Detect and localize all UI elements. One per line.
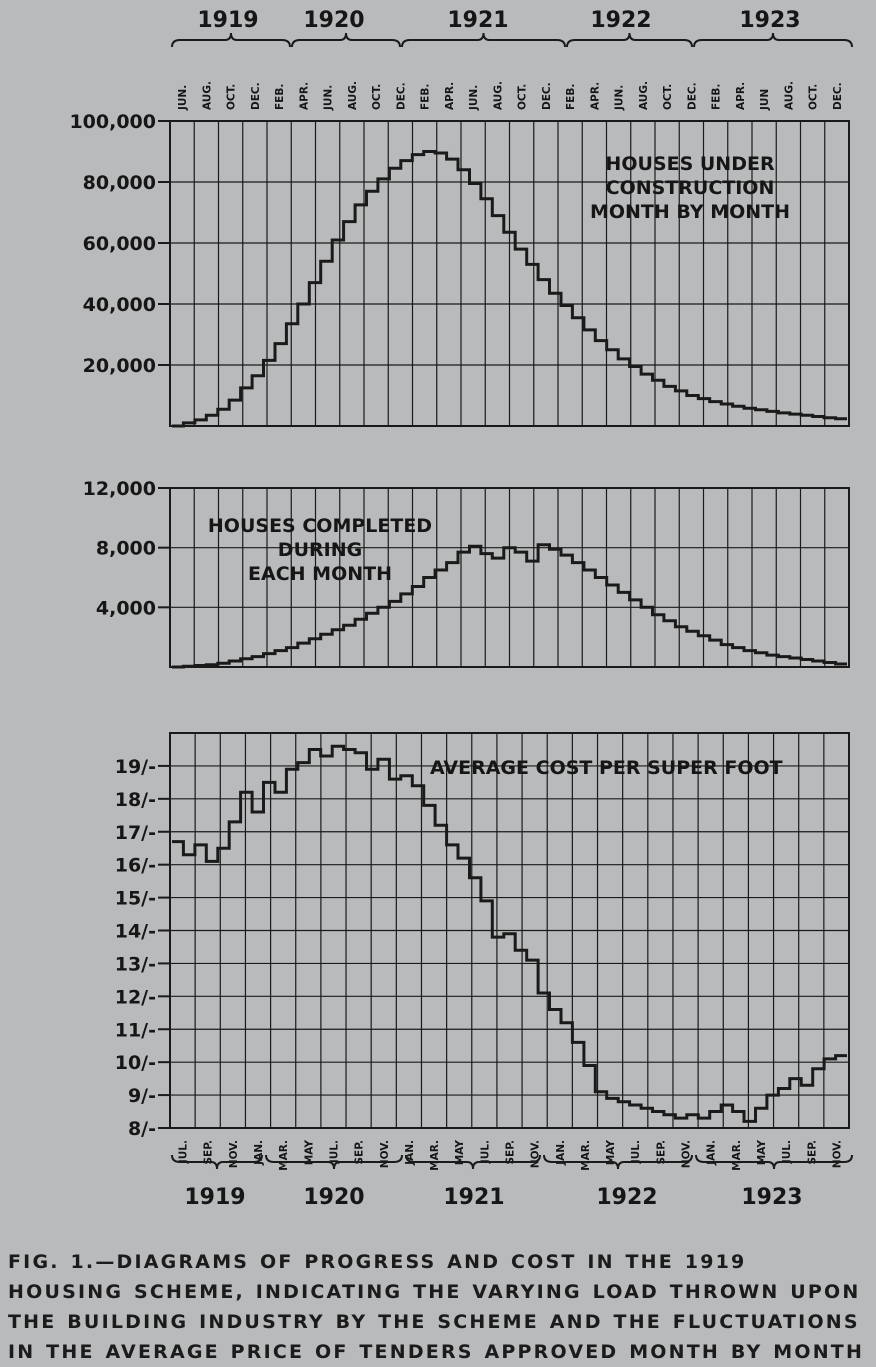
month-tick-label: SEP. bbox=[353, 1140, 366, 1165]
month-tick-label: AUG. bbox=[783, 81, 796, 110]
y-tick-label: 8,000 bbox=[95, 537, 156, 560]
year-brace bbox=[402, 33, 565, 47]
year-brace bbox=[696, 1155, 852, 1169]
year-label: 1919 bbox=[184, 1185, 246, 1210]
month-tick-label: MAR. bbox=[730, 1140, 743, 1171]
y-tick-label: 13/- bbox=[114, 953, 156, 976]
month-tick-label: DEC. bbox=[249, 82, 262, 110]
month-tick-label: APR. bbox=[298, 81, 311, 110]
y-tick-label: 16/- bbox=[114, 854, 156, 877]
y-tick-label: 8/- bbox=[127, 1118, 156, 1140]
month-tick-label: OCT. bbox=[371, 83, 384, 110]
chart-title: HOUSES UNDER bbox=[605, 153, 775, 175]
month-tick-label: MAY bbox=[605, 1140, 618, 1166]
month-tick-label: OCT. bbox=[225, 83, 238, 110]
month-tick-label: APR. bbox=[443, 81, 456, 110]
chart-title: EACH MONTH bbox=[248, 563, 392, 585]
month-tick-label: JAN. bbox=[253, 1140, 266, 1165]
y-tick-label: 19/- bbox=[114, 755, 156, 778]
month-tick-label: JUN. bbox=[613, 84, 626, 110]
year-label: 1923 bbox=[741, 1185, 803, 1210]
month-tick-label: NOV. bbox=[680, 1140, 693, 1169]
month-tick-label: JUL. bbox=[479, 1140, 492, 1164]
month-tick-label: MAY bbox=[303, 1140, 316, 1166]
top-month-axis bbox=[172, 8, 852, 111]
month-tick-label: JUN bbox=[759, 88, 772, 110]
month-tick-label: DEC. bbox=[395, 82, 408, 110]
y-tick-label: 18/- bbox=[114, 788, 156, 811]
month-tick-label: NOV. bbox=[831, 1140, 844, 1169]
chart-title: HOUSES COMPLETED bbox=[207, 515, 433, 537]
month-tick-label: AUG. bbox=[492, 81, 505, 110]
year-label: 1919 bbox=[197, 8, 259, 33]
y-tick-label: 11/- bbox=[114, 1019, 156, 1042]
year-label: 1922 bbox=[590, 8, 652, 33]
month-tick-label: OCT. bbox=[807, 83, 820, 110]
month-tick-label: FEB. bbox=[274, 83, 287, 110]
y-tick-label: 9/- bbox=[127, 1085, 156, 1108]
month-tick-label: JUL. bbox=[781, 1140, 794, 1164]
month-tick-label: NOV. bbox=[378, 1140, 391, 1169]
year-label: 1923 bbox=[739, 8, 801, 33]
month-tick-label: DEC. bbox=[831, 82, 844, 110]
series-line bbox=[172, 746, 847, 1121]
month-tick-label: OCT. bbox=[516, 83, 529, 110]
year-brace bbox=[172, 33, 290, 47]
year-brace bbox=[406, 1155, 540, 1169]
month-tick-label: AUG. bbox=[637, 81, 650, 110]
month-tick-label: FEB. bbox=[419, 83, 432, 110]
year-label: 1921 bbox=[447, 8, 509, 33]
y-tick-label: 20,000 bbox=[82, 355, 156, 377]
y-tick-label: 40,000 bbox=[82, 294, 156, 316]
month-tick-label: JUN. bbox=[468, 84, 481, 110]
month-tick-label: MAR. bbox=[429, 1140, 442, 1171]
year-label: 1921 bbox=[443, 1185, 505, 1210]
month-tick-label: MAR. bbox=[579, 1140, 592, 1171]
month-tick-label: JAN. bbox=[554, 1140, 567, 1165]
year-brace bbox=[694, 33, 852, 47]
month-tick-label: SEP. bbox=[806, 1140, 819, 1165]
year-label: 1920 bbox=[303, 1185, 365, 1210]
y-tick-label: 10/- bbox=[114, 1052, 156, 1075]
month-tick-label: MAY bbox=[454, 1140, 467, 1166]
month-tick-label: NOV. bbox=[529, 1140, 542, 1169]
month-tick-label: APR. bbox=[589, 81, 602, 110]
y-tick-label: 14/- bbox=[114, 920, 156, 943]
y-tick-label: 4,000 bbox=[95, 597, 156, 620]
chart-houses-completed bbox=[83, 478, 849, 667]
figure-caption: FIG. 1.—DIAGRAMS OF PROGRESS AND COST IN THE 1919 HOUSING SCHEME, INDICATING THE VARYING LOAD THROWN UPON THE BUILDING INDUSTRY BY THE SCHEME AND THE FLUCTUATIONS IN THE AVERAGE PRICE OF TENDERS APPROVED MONTH BY MONTH bbox=[8, 1251, 865, 1363]
month-tick-label: MAY bbox=[755, 1140, 768, 1166]
month-tick-label: JUN. bbox=[177, 84, 190, 110]
month-tick-label: JUL. bbox=[328, 1140, 341, 1164]
month-tick-label: AUG. bbox=[346, 81, 359, 110]
month-tick-label: SEP. bbox=[655, 1140, 668, 1165]
year-brace bbox=[292, 33, 400, 47]
month-tick-label: JAN. bbox=[403, 1140, 416, 1165]
chart-title: DURING bbox=[277, 539, 363, 561]
month-tick-label: AUG. bbox=[201, 81, 214, 110]
y-tick-label: 15/- bbox=[114, 887, 156, 910]
y-tick-label: 100,000 bbox=[69, 111, 156, 133]
y-tick-label: 17/- bbox=[114, 821, 156, 844]
chart-title: MONTH BY MONTH bbox=[589, 201, 791, 223]
month-tick-label: SEP. bbox=[504, 1140, 517, 1165]
month-tick-label: NOV. bbox=[227, 1140, 240, 1169]
month-tick-label: OCT. bbox=[662, 83, 675, 110]
bottom-month-axis bbox=[172, 1140, 852, 1210]
month-tick-label: MAR. bbox=[278, 1140, 291, 1171]
month-tick-label: APR. bbox=[734, 81, 747, 110]
chart-title: CONSTRUCTION bbox=[605, 177, 775, 199]
month-tick-label: JUL. bbox=[177, 1140, 190, 1164]
year-label: 1920 bbox=[303, 8, 365, 33]
year-brace bbox=[567, 33, 692, 47]
month-tick-label: DEC. bbox=[686, 82, 699, 110]
month-tick-label: FEB. bbox=[710, 83, 723, 110]
y-tick-label: 80,000 bbox=[82, 172, 156, 194]
month-tick-label: JUN. bbox=[322, 84, 335, 110]
y-tick-label: 12,000 bbox=[82, 478, 156, 500]
month-tick-label: DEC. bbox=[540, 82, 553, 110]
month-tick-label: FEB. bbox=[565, 83, 578, 110]
year-label: 1922 bbox=[596, 1185, 658, 1210]
chart-title: AVERAGE COST PER SUPER FOOT bbox=[430, 757, 783, 779]
y-tick-label: 60,000 bbox=[82, 233, 156, 255]
month-tick-label: JUL. bbox=[630, 1140, 643, 1164]
y-tick-label: 12/- bbox=[114, 986, 156, 1009]
chart-houses-under-construction bbox=[69, 111, 849, 426]
chart-average-cost bbox=[115, 733, 849, 1140]
month-tick-label: SEP. bbox=[202, 1140, 215, 1165]
month-tick-label: JAN. bbox=[705, 1140, 718, 1165]
